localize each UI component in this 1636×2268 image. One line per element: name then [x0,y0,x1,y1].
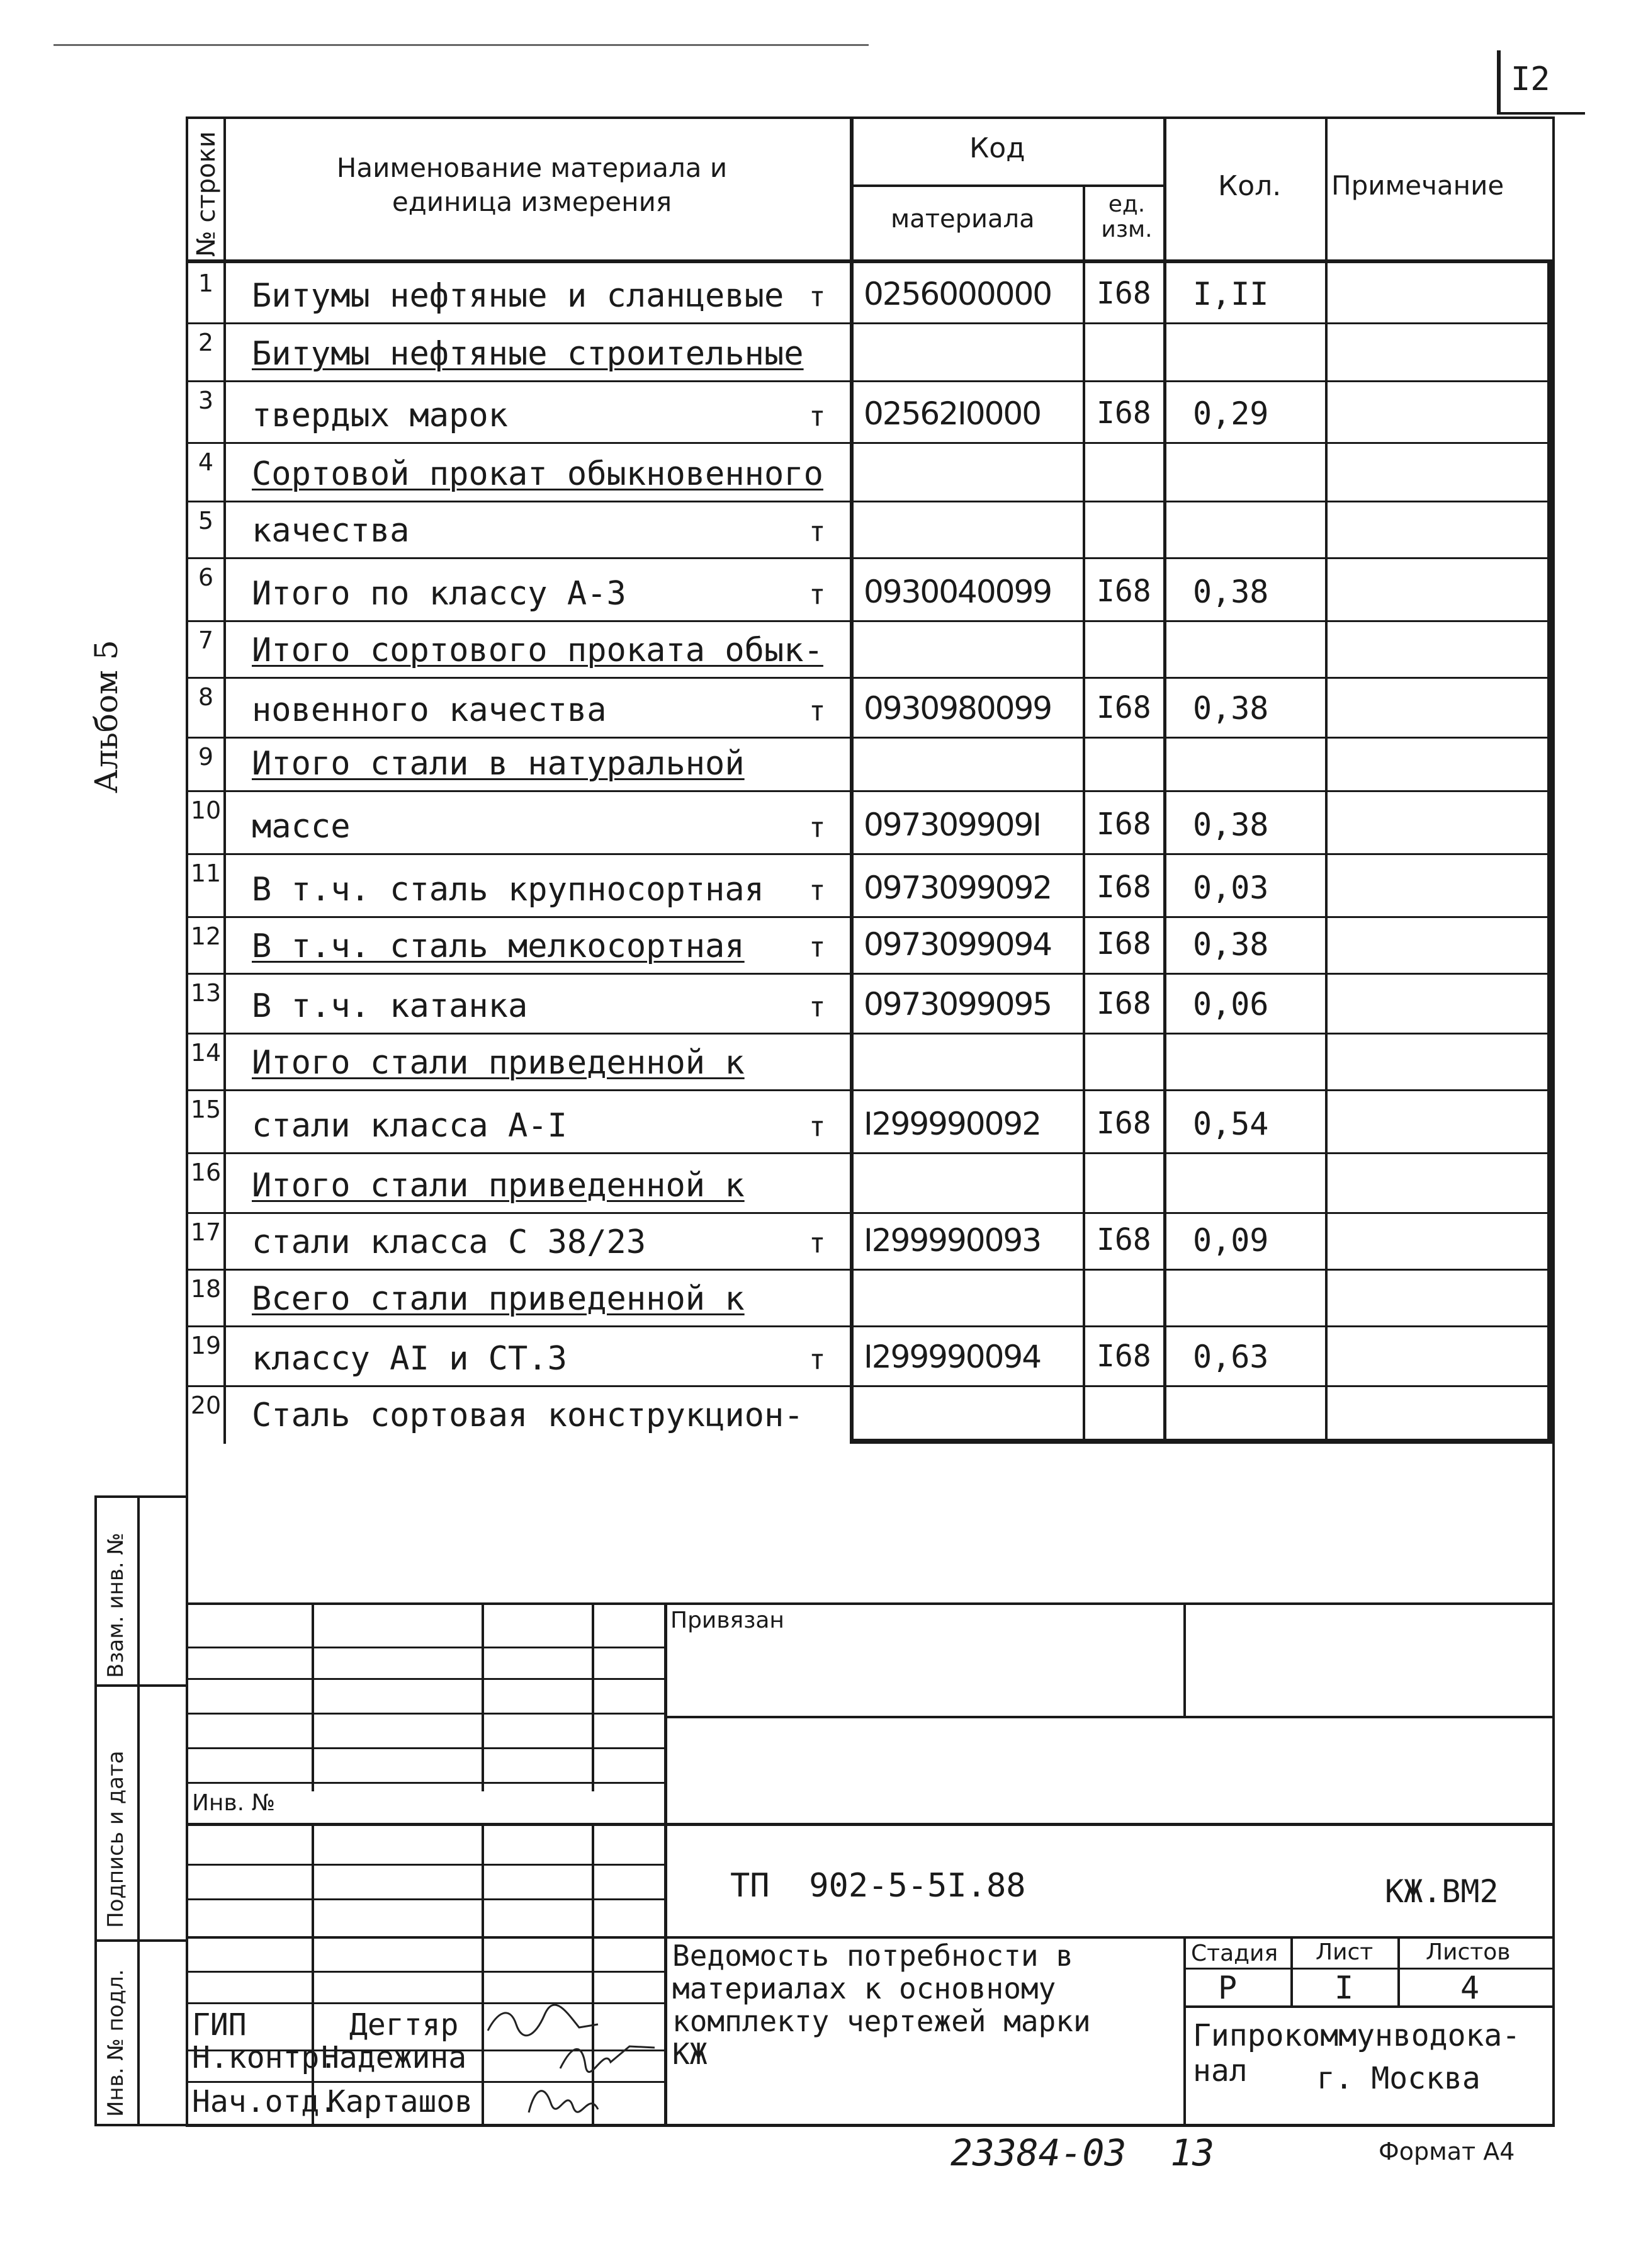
list-label: Лист [1316,1939,1374,1965]
row-number: 7 [198,627,214,654]
page-number-rule [1497,50,1501,113]
list-value: I [1334,1970,1354,2006]
row-number: 18 [190,1275,222,1303]
row-name: Итого стали приведенной к [252,1044,745,1082]
row-code: 0973099092 [864,870,1052,906]
inv-no-label: Инв. № [192,1790,276,1816]
row-separator [186,322,1552,324]
header-row-no: № строки [192,131,221,257]
header-note: Примечание [1331,170,1504,201]
row-separator [186,853,1552,855]
row-code: I299990094 [864,1339,1041,1375]
row-qty: 0,38 [1193,926,1269,963]
row-separator [186,916,1552,918]
row-name: Сталь сортовая конструкцион- [252,1397,804,1434]
row-separator [186,442,1552,444]
row-separator [186,1212,1552,1214]
row-name: массе [252,808,351,846]
row-qty: 0,09 [1193,1222,1269,1259]
row-code: 0256000000 [864,276,1052,312]
stadiya-label: Стадия [1191,1941,1278,1966]
row-name: В т.ч. сталь крупносортная [252,871,764,909]
side-label-inv-podl: Инв. № подл. [103,1969,128,2117]
row-code: I299990093 [864,1222,1041,1259]
row-number: 13 [190,979,222,1007]
row-qty: 0,06 [1193,986,1269,1023]
row-unit: т [809,875,826,907]
row-code: 0973099094 [864,926,1052,963]
row-unit: т [809,400,826,433]
row-number: 9 [198,743,214,771]
row-name: классу АI и СТ.3 [252,1340,567,1378]
album-label: Альбом 5 [88,640,125,793]
row-number: 12 [190,922,222,950]
row-unit-code: I68 [1097,1222,1151,1257]
header-name: Наименование материала и единица измерения [336,152,728,217]
format-label: Формат А4 [1379,2138,1515,2165]
row-separator [186,790,1552,792]
row-name: В т.ч. катанка [252,987,528,1025]
row-separator [186,380,1552,382]
row-qty: 0,38 [1193,690,1269,727]
listov-value: 4 [1460,1970,1480,2006]
row-unit: т [809,695,826,727]
stadiya-value: Р [1218,1970,1238,2006]
row-unit-code: I68 [1097,690,1151,725]
row-name: стали класса С 38/23 [252,1223,646,1261]
row-unit: т [809,579,826,611]
row-qty: 0,38 [1193,574,1269,610]
doc-title: Ведомость потребности в материалах к основному комплекту чертежей марки КЖ [672,1939,1091,2071]
row-code: I299990092 [864,1106,1041,1142]
row-qty: 0,29 [1193,395,1269,432]
row-code: 097309909I [864,807,1041,843]
person-gip-name: Дегтяр [349,2007,459,2043]
org-name: Гипрокоммунводока- нал г. Москва [1193,2018,1521,2096]
header-code: Код [969,132,1025,164]
row-number: 4 [198,448,214,476]
row-unit: т [809,931,826,963]
row-unit: т [809,812,826,844]
row-unit: т [809,1344,826,1376]
row-separator [186,557,1552,559]
row-unit-code: I68 [1097,926,1151,961]
row-name: новенного качества [252,691,607,729]
row-number: 3 [198,387,214,414]
row-unit-code: I68 [1097,1106,1151,1141]
row-number: 2 [198,329,214,356]
row-unit-code: I68 [1097,395,1151,431]
row-unit: т [809,281,826,313]
row-code: 0973099095 [864,986,1052,1023]
row-qty: 0,38 [1193,807,1269,843]
page-number-baseline [1497,112,1585,115]
row-name: Всего стали приведенной к [252,1280,745,1318]
row-code: 0930040099 [864,574,1052,610]
row-separator [186,620,1552,622]
row-code: 0930980099 [864,690,1052,727]
row-separator [186,501,1552,502]
row-unit-code: I68 [1097,986,1151,1021]
listov-label: Листов [1426,1939,1511,1965]
header-qty: Кол. [1218,170,1282,202]
row-unit: т [809,1111,826,1143]
row-separator [186,1385,1552,1387]
doc-code: ТП 902-5-5I.88 [730,1867,1026,1905]
row-number: 1 [198,269,214,297]
person-nkontr-role: Н.контр. [192,2040,338,2075]
row-number: 16 [190,1159,222,1186]
row-code: 02562I0000 [864,395,1041,432]
row-unit: т [809,1227,826,1259]
top-rule [54,44,869,46]
row-number: 14 [190,1039,222,1067]
row-separator [186,1033,1552,1035]
row-separator [186,737,1552,739]
row-number: 5 [198,507,214,535]
person-gip-role: ГИП [192,2007,247,2043]
row-name: В т.ч. сталь мелкосортная [252,927,745,965]
row-separator [186,1152,1552,1154]
row-unit-code: I68 [1097,574,1151,609]
row-name: качества [252,512,410,550]
header-code-material: материала [891,205,1035,234]
row-name: Битумы нефтяные строительные [252,335,804,373]
handwritten-number: 23384-03 13 [951,2131,1215,2174]
side-label-vzam: Взам. инв. № [103,1533,128,1678]
row-number: 6 [198,564,214,591]
signature-nadezhina [554,2034,661,2078]
row-qty: I,II [1193,276,1269,312]
row-name: стали класса А-I [252,1107,567,1145]
person-nachotd-name: Карташов [327,2084,473,2119]
row-number: 20 [190,1392,222,1419]
row-number: 15 [190,1096,222,1123]
row-unit-code: I68 [1097,276,1151,311]
row-name: Итого сортового проката обык- [252,632,823,669]
row-name: твердых марок [252,397,508,434]
signature-kartashov [522,2075,604,2122]
row-qty: 0,54 [1193,1106,1269,1142]
row-name: Итого стали приведенной к [252,1167,745,1205]
row-name: Итого по классу А-3 [252,575,626,613]
row-unit-code: I68 [1097,1339,1151,1374]
row-number: 10 [190,797,222,824]
row-number: 8 [198,683,214,711]
row-name: Итого стали в натуральной [252,745,745,783]
row-number: 11 [190,859,222,887]
row-name: Битумы нефтяные и сланцевые [252,277,784,315]
row-name: Сортовой прокат обыкновенного [252,455,823,493]
row-unit-code: I68 [1097,870,1151,905]
row-number: 17 [190,1218,222,1246]
row-separator [186,1325,1552,1327]
person-nachotd-role: Нач.отд. [192,2084,338,2119]
privyazan-label: Привязан [670,1607,784,1633]
side-label-podpis: Подпись и дата [103,1750,128,1928]
row-unit-code: I68 [1097,807,1151,842]
row-separator [186,1089,1552,1091]
page-number: I2 [1511,60,1550,98]
row-qty: 0,63 [1193,1339,1269,1375]
doc-mark: КЖ.ВМ2 [1385,1873,1499,1910]
row-qty: 0,03 [1193,870,1269,906]
row-unit: т [809,516,826,548]
row-separator [186,973,1552,975]
row-unit: т [809,991,826,1023]
row-separator [186,677,1552,679]
row-number: 19 [190,1332,222,1359]
header-code-unit: ед. изм. [1101,191,1153,242]
person-nkontr-name: Надежина [321,2040,467,2075]
row-separator [186,1269,1552,1271]
